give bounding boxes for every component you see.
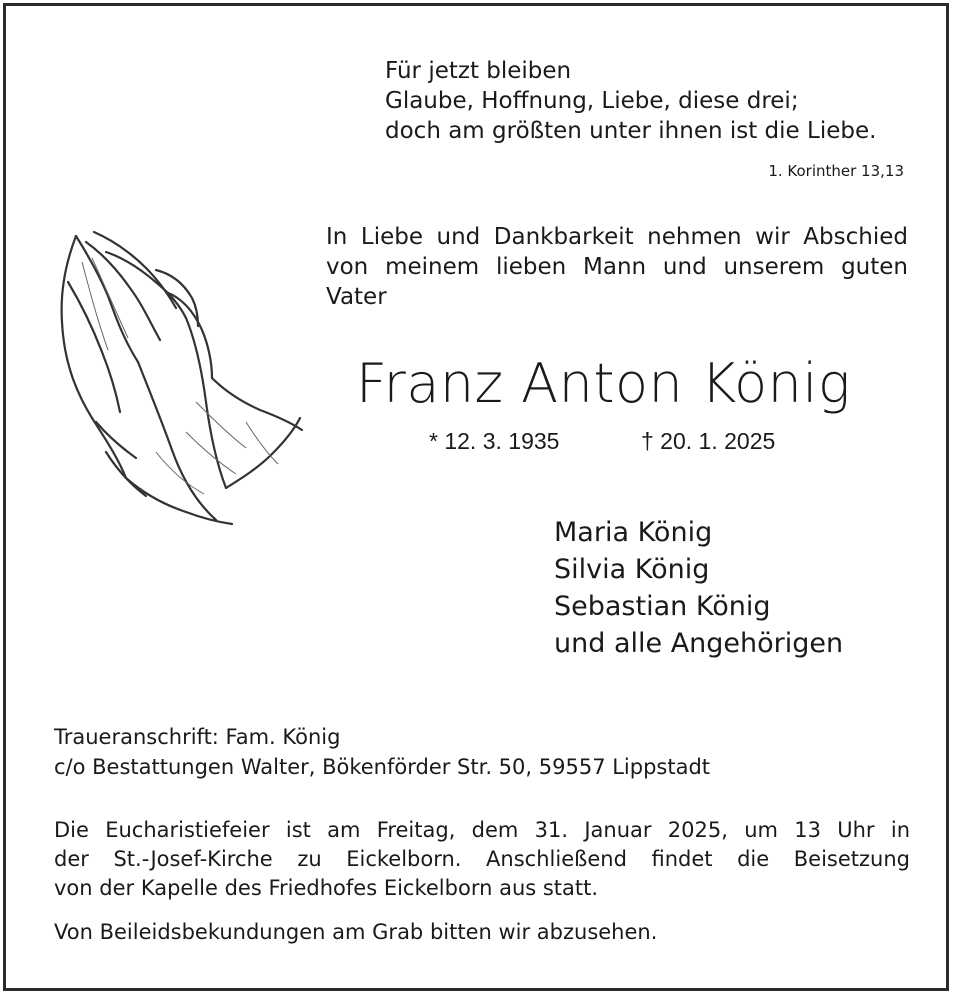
address-line: c/o Bestattungen Walter, Bökenförder Str. 50, 59557 Lippstadt xyxy=(54,755,711,779)
service-line: Die Eucharistiefeier ist am Freitag, dem 31. Januar 2025, um 13 Uhr in xyxy=(54,818,910,842)
service-info xyxy=(54,816,910,903)
service-line: der St.-Josef-Kirche zu Eickelborn. Anschließend findet die Beisetzung xyxy=(54,847,910,871)
bible-verse xyxy=(385,56,876,146)
closing-note: Von Beileidsbekundungen am Grab bitten wir abzusehen. xyxy=(54,920,658,944)
mourner-name: und alle Angehörigen xyxy=(554,628,844,659)
intro-line: Vater xyxy=(326,284,387,310)
intro-line: In Liebe und Dankbarkeit nehmen wir Abschied xyxy=(326,224,908,250)
praying-hands-icon xyxy=(46,222,306,532)
mourner-name: Silvia König xyxy=(554,554,710,585)
birth-date: * 12. 3. 1935 xyxy=(429,428,560,454)
verse-line: Für jetzt bleiben xyxy=(385,58,572,84)
verse-reference: 1. Korinther 13,13 xyxy=(768,162,904,180)
mourners-list xyxy=(554,514,843,662)
verse-line: doch am größten unter ihnen ist die Liebe. xyxy=(385,118,877,144)
obituary-card xyxy=(3,3,949,991)
farewell-intro xyxy=(326,222,908,312)
verse-line: Glaube, Hoffnung, Liebe, diese drei; xyxy=(385,88,799,114)
intro-line: von meinem lieben Mann und unserem guten xyxy=(326,254,908,280)
mourning-address xyxy=(54,722,710,782)
service-line: von der Kapelle des Friedhofes Eickelborn aus statt. xyxy=(54,876,599,900)
deceased-name: Franz Anton König xyxy=(356,352,851,415)
address-line: Traueranschrift: Fam. König xyxy=(54,725,341,749)
mourner-name: Maria König xyxy=(554,517,713,548)
death-date: † 20. 1. 2025 xyxy=(641,428,776,454)
mourner-name: Sebastian König xyxy=(554,591,771,622)
